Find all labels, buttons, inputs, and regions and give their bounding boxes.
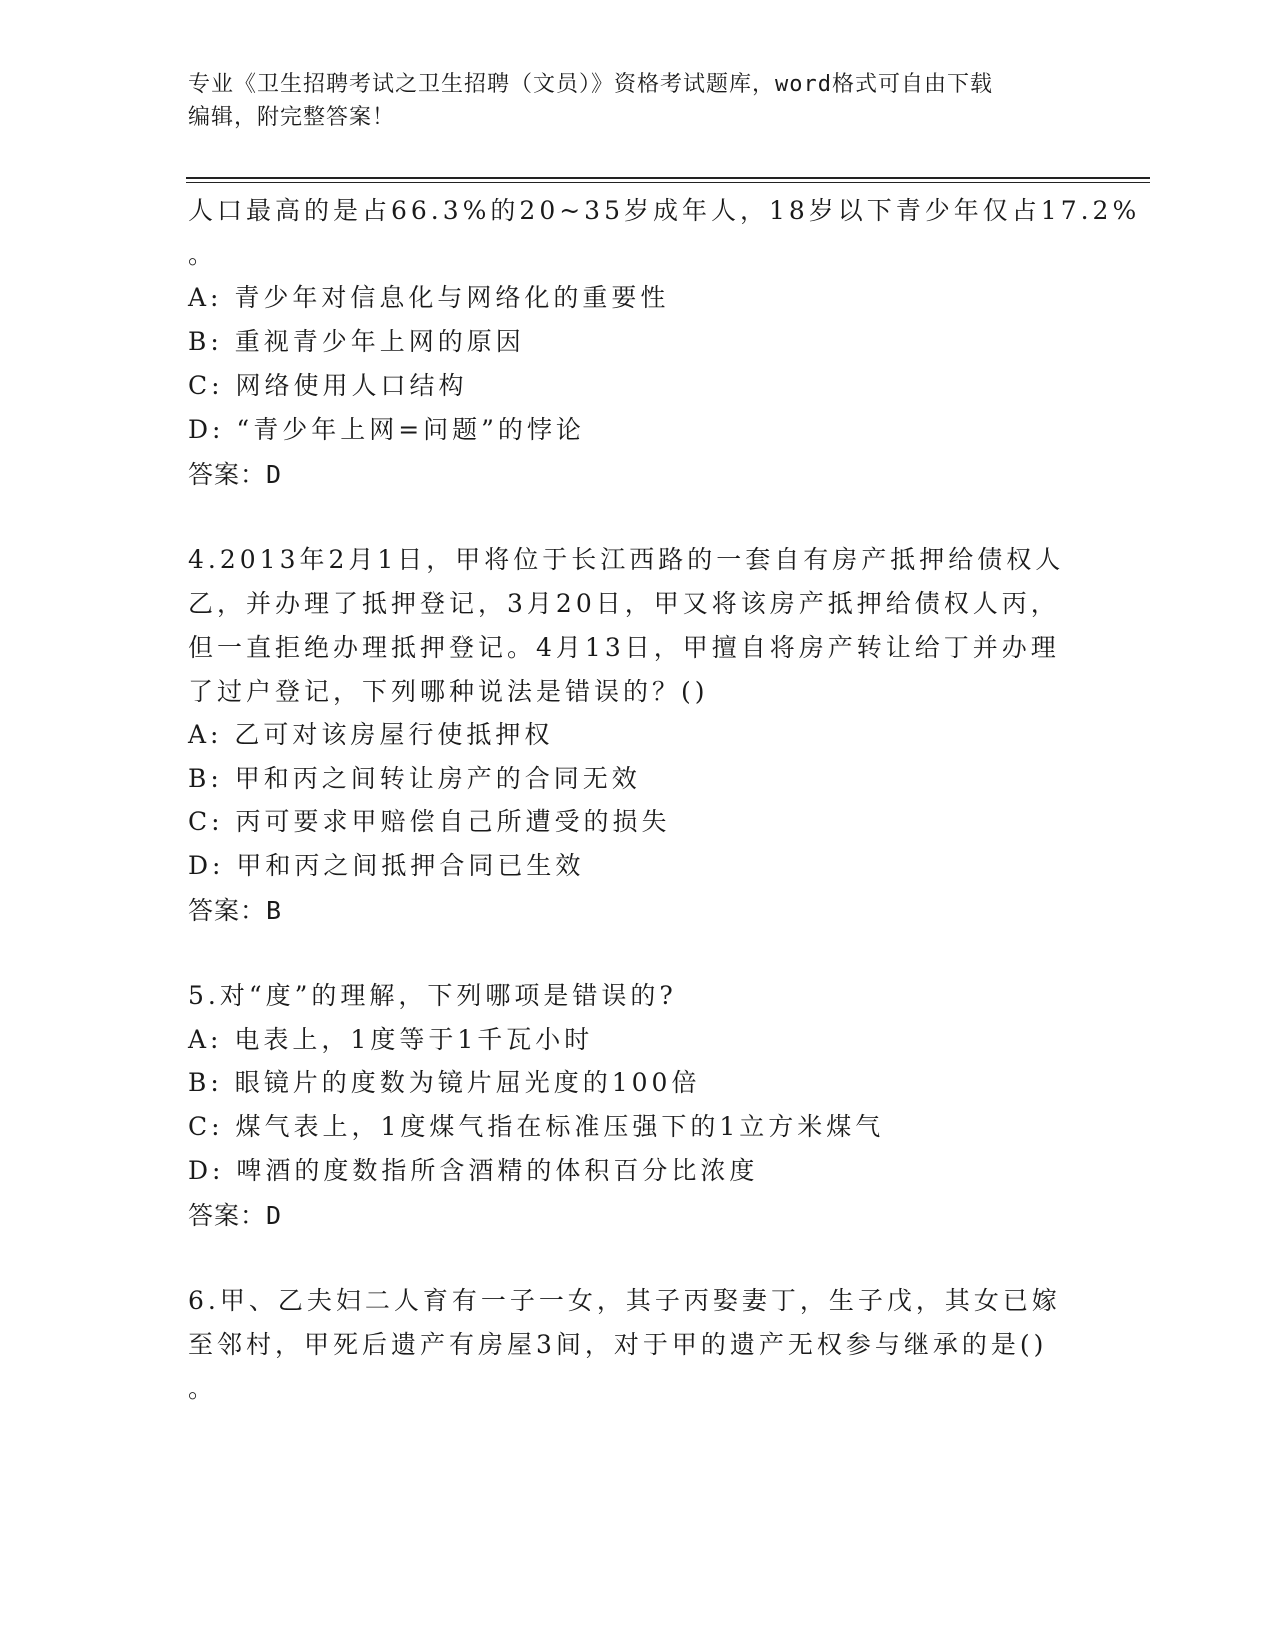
q5-option-b: B: 眼镜片的度数为镜片屈光度的100倍	[188, 1068, 701, 1097]
q4-stem-line-2: 乙，并办理了抵押登记，3月20日，甲又将该房产抵押给债权人丙，	[188, 589, 1060, 618]
q5-stem-line-1: 5.对“度”的理解，下列哪项是错误的?	[188, 981, 677, 1010]
q4-answer: 答案：B	[188, 896, 283, 925]
q3-option-c: C: 网络使用人口结构	[188, 371, 468, 400]
q4-stem-line-3: 但一直拒绝办理抵押登记。4月13日，甲擅自将房产转让给丁并办理	[188, 633, 1060, 662]
header-line-2: 编辑，附完整答案！	[188, 105, 396, 130]
header-rule-thick	[186, 177, 1150, 179]
q6-stem-line-1: 6.甲、乙夫妇二人育有一子一女，其子丙娶妻丁，生子戊，其女已嫁	[188, 1286, 1061, 1315]
q3-stem-line-2: 。	[188, 240, 218, 269]
q3-option-d: D: “青少年上网=问题”的悖论	[188, 415, 585, 444]
q4-option-d: D: 甲和丙之间抵押合同已生效	[188, 851, 585, 880]
header-rule-thin	[186, 182, 1150, 183]
q4-option-a: A: 乙可对该房屋行使抵押权	[188, 720, 554, 749]
q5-option-a: A: 电表上，1度等于1千瓦小时	[188, 1025, 594, 1054]
q5-option-c: C: 煤气表上，1度煤气指在标准压强下的1立方米煤气	[188, 1112, 885, 1141]
page-header	[188, 68, 1088, 134]
q4-option-c: C: 丙可要求甲赔偿自己所遭受的损失	[188, 807, 671, 836]
q4-option-b: B: 甲和丙之间转让房产的合同无效	[188, 764, 641, 793]
header-line-1: 专业《卫生招聘考试之卫生招聘（文员）》资格考试题库，word格式可自由下载	[188, 72, 993, 97]
q5-option-d: D: 啤酒的度数指所含酒精的体积百分比浓度	[188, 1156, 759, 1185]
q6-stem-line-2: 至邻村，甲死后遗产有房屋3间，对于甲的遗产无权参与继承的是()	[188, 1330, 1048, 1359]
q3-option-a: A: 青少年对信息化与网络化的重要性	[188, 283, 670, 312]
q3-answer: 答案：D	[188, 460, 283, 489]
q6-stem-line-3: 。	[188, 1374, 218, 1403]
q4-stem-line-4: 了过户登记，下列哪种说法是错误的？()	[188, 677, 709, 706]
q3-stem-line-1: 人口最高的是占66.3%的20~35岁成年人，18岁以下青少年仅占17.2%	[188, 196, 1141, 225]
q4-stem-line-1: 4.2013年2月1日，甲将位于长江西路的一套自有房产抵押给债权人	[188, 545, 1065, 574]
q3-option-b: B: 重视青少年上网的原因	[188, 327, 525, 356]
q5-answer: 答案：D	[188, 1201, 283, 1230]
